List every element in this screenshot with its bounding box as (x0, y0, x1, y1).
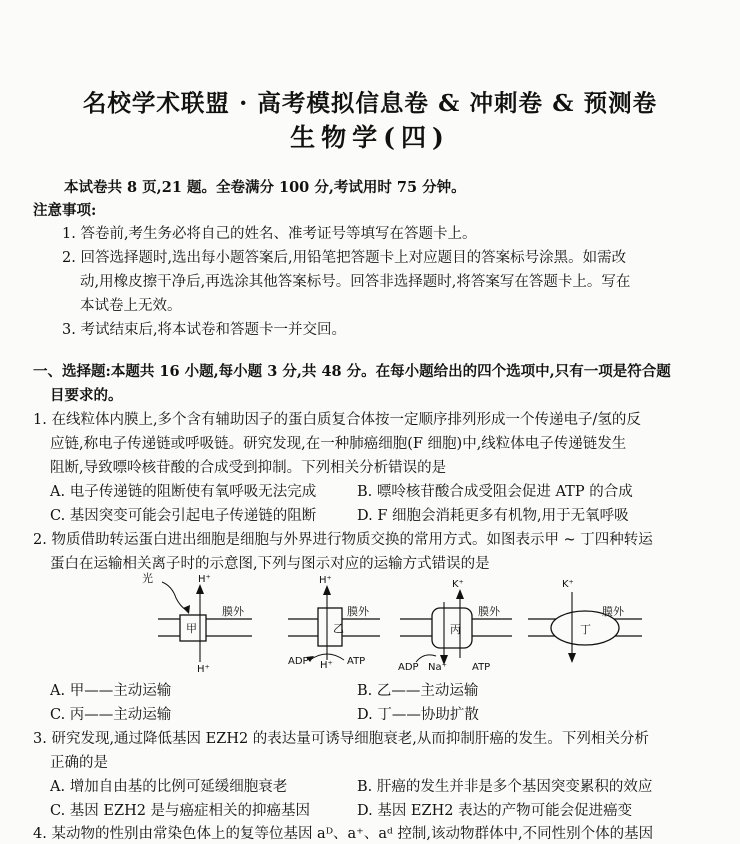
q2-option-a: A. 甲——主动运输 (50, 683, 172, 699)
label-h-bottom-yi: H⁺ (320, 660, 333, 671)
label-atp-bing: ATP (472, 662, 491, 673)
label-yi: 乙 (333, 622, 344, 635)
q1-option-a: A. 电子传递链的阻断使有氧呼吸无法完成 (50, 484, 317, 500)
notice-item-3: 3. 考试结束后,将本试卷和答题卡一并交回。 (62, 322, 347, 338)
exam-title: 名校学术联盟 · 高考模拟信息卷 & 冲刺卷 & 预测卷 (82, 89, 658, 117)
q2-stem-2: 蛋白在运输相关离子时的示意图,下列与图示对应的运输方式错误的是 (50, 556, 490, 572)
label-bing: 丙 (450, 623, 461, 636)
q2-option-b: B. 乙——主动运输 (357, 683, 479, 699)
transport-protein-figure (0, 570, 740, 680)
q1-option-b: B. 嘌呤核苷酸合成受阻会促进 ATP 的合成 (357, 484, 633, 500)
label-atp-yi: ATP (347, 656, 366, 667)
notice-item-1: 1. 答卷前,考生务必将自己的姓名、准考证号等填写在答题卡上。 (62, 226, 477, 242)
label-light: 光 (142, 572, 153, 585)
notice-item-2: 2. 回答选择题时,选出每小题答案后,用铅笔把答题卡上对应题目的答案标号涂黑。如需改 (62, 250, 627, 266)
q3-stem-2: 正确的是 (50, 755, 108, 771)
label-outside-yi: 膜外 (347, 605, 369, 618)
label-adp-yi: ADP (288, 656, 309, 667)
q1-option-c: C. 基因突变可能会引起电子传递链的阻断 (50, 508, 317, 524)
q2-option-c: C. 丙——主动运输 (50, 707, 172, 723)
notice-item-2-cont: 动,用橡皮擦干净后,再选涂其他答案标号。回答非选择题时,将答案写在答题卡上。写在 (80, 274, 631, 290)
label-outside-ding: 膜外 (602, 605, 624, 618)
label-ding: 丁 (580, 623, 591, 636)
q3-option-b: B. 肝癌的发生并非是多个基因突变累积的效应 (357, 779, 653, 795)
label-k-bing: K⁺ (452, 579, 464, 590)
exam-subtitle: 生物学(四) (290, 123, 450, 152)
q1-stem-1: 1. 在线粒体内膜上,多个含有辅助因子的蛋白质复合体按一定顺序排列形成一个传递电子/氢的反 (33, 412, 641, 428)
exam-intro: 本试卷共 8 页,21 题。全卷满分 100 分,考试用时 75 分钟。 (64, 179, 466, 196)
label-outside-jia: 膜外 (222, 605, 244, 618)
q1-stem-3: 阻断,导致嘌呤核苷酸的合成受到抑制。下列相关分析错误的是 (50, 460, 447, 476)
label-h-top-yi: H⁺ (319, 575, 332, 586)
q3-option-d: D. 基因 EZH2 表达的产物可能会促进癌变 (357, 803, 633, 819)
q3-stem-1: 3. 研究发现,通过降低基因 EZH2 的表达量可诱导细胞衰老,从而抑制肝癌的发生。下列相关分析 (33, 731, 649, 747)
notice-item-2-cont2: 本试卷上无效。 (80, 298, 182, 314)
light-arrow (162, 582, 186, 610)
q1-stem-2: 应链,称电子传递链或呼吸链。研究发现,在一种肺癌细胞(F 细胞)中,线粒体电子传递链发生 (50, 436, 627, 452)
q3-option-c: C. 基因 EZH2 是与癌症相关的抑癌基因 (50, 803, 311, 819)
q4-stem-partial: 4. 某动物的性别由常染色体上的复等位基因 aᴰ、a⁺、aᵈ 控制,该动物群体中,不同性别个体的基因 (33, 826, 654, 842)
label-outside-bing: 膜外 (478, 605, 500, 618)
q3-option-a: A. 增加自由基的比例可延缓细胞衰老 (50, 779, 288, 795)
notice-heading: 注意事项: (33, 202, 97, 219)
label-h-bottom-jia: H⁺ (197, 664, 210, 675)
label-h-top-jia: H⁺ (198, 574, 211, 585)
label-na-bing: Na⁺ (428, 662, 447, 673)
label-k-ding: K⁺ (562, 579, 574, 590)
label-jia: 甲 (186, 622, 197, 635)
q2-option-d: D. 丁——协助扩散 (357, 707, 479, 723)
q2-stem-1: 2. 物质借助转运蛋白进出细胞是细胞与外界进行物质交换的常用方式。如图表示甲 ~ 丁四种转运 (33, 532, 653, 548)
label-adp-bing: ADP (398, 662, 419, 673)
section1-heading-cont: 目要求的。 (50, 387, 123, 404)
section1-heading: 一、选择题:本题共 16 小题,每小题 3 分,共 48 分。在每小题给出的四个选项中,只有一项是符合题 (33, 363, 671, 380)
q1-option-d: D. F 细胞会消耗更多有机物,用于无氧呼吸 (357, 508, 629, 524)
